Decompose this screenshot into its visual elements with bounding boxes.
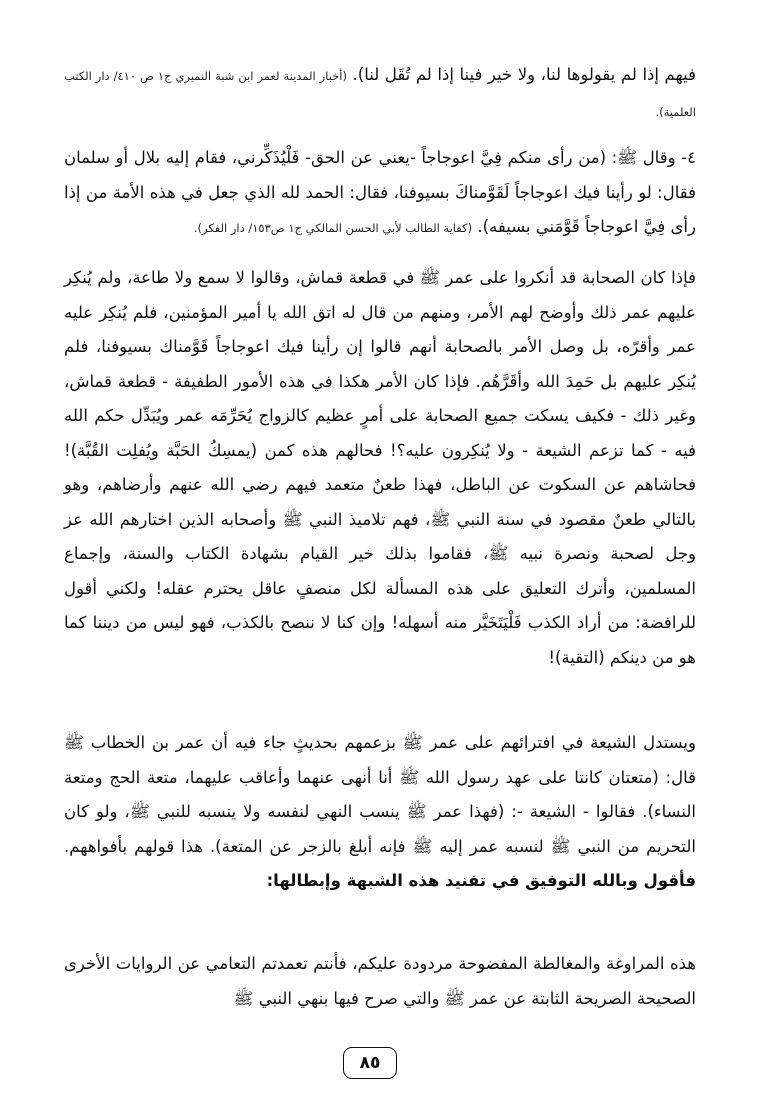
paragraph-hadith-4	[64, 141, 696, 246]
paragraph-argument	[64, 261, 696, 675]
paragraph-text: فيهم إذا لم يقولوها لنا، ولا خير فينا إذا لم تُقَل لنا).	[352, 65, 697, 84]
source-citation: (أخبار المدينة لعمر ابن شبة النميري ج١ ص ٤١٠/ دار الكتب العلمية).	[64, 69, 696, 119]
paragraph-text: ٤- وقال ﷺ: (من رأى منكم فِيَّ اعوجاجاً -يعني عن الحق- فَلْيُذَكِّرني، فقام إليه بلال أو سلمان فقال: لو رأينا فيك اعوجاجاً لَقَوَّمناكَ بسيوفنا، فقال: الحمد لله الذي جعل في هذه الأمة من إذا رأى فِيَّ اعوجاجاً قَوَّمَني بسيفه).	[64, 148, 696, 236]
source-citation: (كفاية الطالب لأبي الحسن المالكي ج١ ص١٥٣/ دار الفكر).	[193, 221, 473, 235]
bold-heading-text: فأقول وبالله التوفيق في تفنيد هذه الشبهة وإبطالها:	[266, 871, 696, 890]
paragraph-shia-claim	[64, 726, 696, 899]
paragraph-continuation	[64, 58, 696, 129]
paragraph-rebuttal	[64, 947, 696, 1016]
page-number: ٨٥	[343, 1047, 397, 1079]
paragraph-text: ويستدل الشيعة في افترائهم على عمر ﷺ بزعمهم بحديثٍ جاء فيه أن عمر بن الخطاب ﷺ قال: (متعتان كانتا على عهد رسول الله ﷺ أنا أنهى عنهما وأعاقب عليهما، متعة الحج ومتعة النساء). فقالوا - الشيعة -: (فهذا عمر ﷺ ينسب النهي لنفسه ولا ينسبه للنبي ﷺ، ولو كان التحريم من النبي ﷺ لنسبه عمر إليه ﷺ فإنه أبلغ بالزجر عن المتعة). هذا قولهم بأفواههم.	[64, 733, 696, 856]
paragraph-text: فإذا كان الصحابة قد أنكروا على عمر ﷺ في قطعة قماش، وقالوا لا سمع ولا طاعة، ولم يُنكِر عليهم عمر ذلك وأوضح لهم الأمر، ومنهم من قال له اتق الله يا أمير المؤمنين، فلم يُنكِر عليه عمر وأقرّه، بل وصل الأمر بالصحابة أنهم قالوا إن رأينا فيك اعوجاجاً قَوَّمناك بسيوفنا، فلم يُنكِر عليهم بل حَمِدَ الله وأقَرَّهُم. فإذا كان الأمر هكذا في هذه الأمور الطفيفة - قطعة قماش، وغير ذلك - فكيف يسكت جميع الصحابة على أمرٍ عظيم كالزواج يُحَرِّمَه عمر ويُبَدِّل حكم الله فيه - كما تزعم الشيعة - ولا يُنكِرون عليه؟! فحالهم هذه كمن (يمسِكُ الحَبَّة ويُفلِت القُبَّة)! فحاشاهم عن السكوت عن الباطل، فهذا طعنٌ متعمد فيهم رضي الله عنهم وأرضاهم، وهو بالتالي طعنٌ مقصود في سنة النبي ﷺ، فهم تلاميذ النبي ﷺ وأصحابه الذين اختارهم الله عز وجل لصحبة ونصرة نبيه ﷺ، فقاموا بذلك خير القيام بشهادة الكتاب والسنة، وإجماع المسلمين، وأترك التعليق على هذه المسألة لكل منصفٍ عاقل يحترم عقله! ولكني أقول للرافضة: من أراد الكذب فَلْيَتَخَيَّر منه أسهله! وإن كنا لا ننصح بالكذب، فهو ليس من ديننا كما هو من دينكم (التقية)!	[64, 268, 696, 667]
paragraph-text: هذه المراوغة والمغالطة المفضوحة مردودة عليكم، فأنتم تعمدتم التعامي عن الروايات الأخرى الصحيحة الصريحة الثابتة عن عمر ﷺ والتي صرح فيها بنهي النبي ﷺ	[64, 954, 696, 1008]
